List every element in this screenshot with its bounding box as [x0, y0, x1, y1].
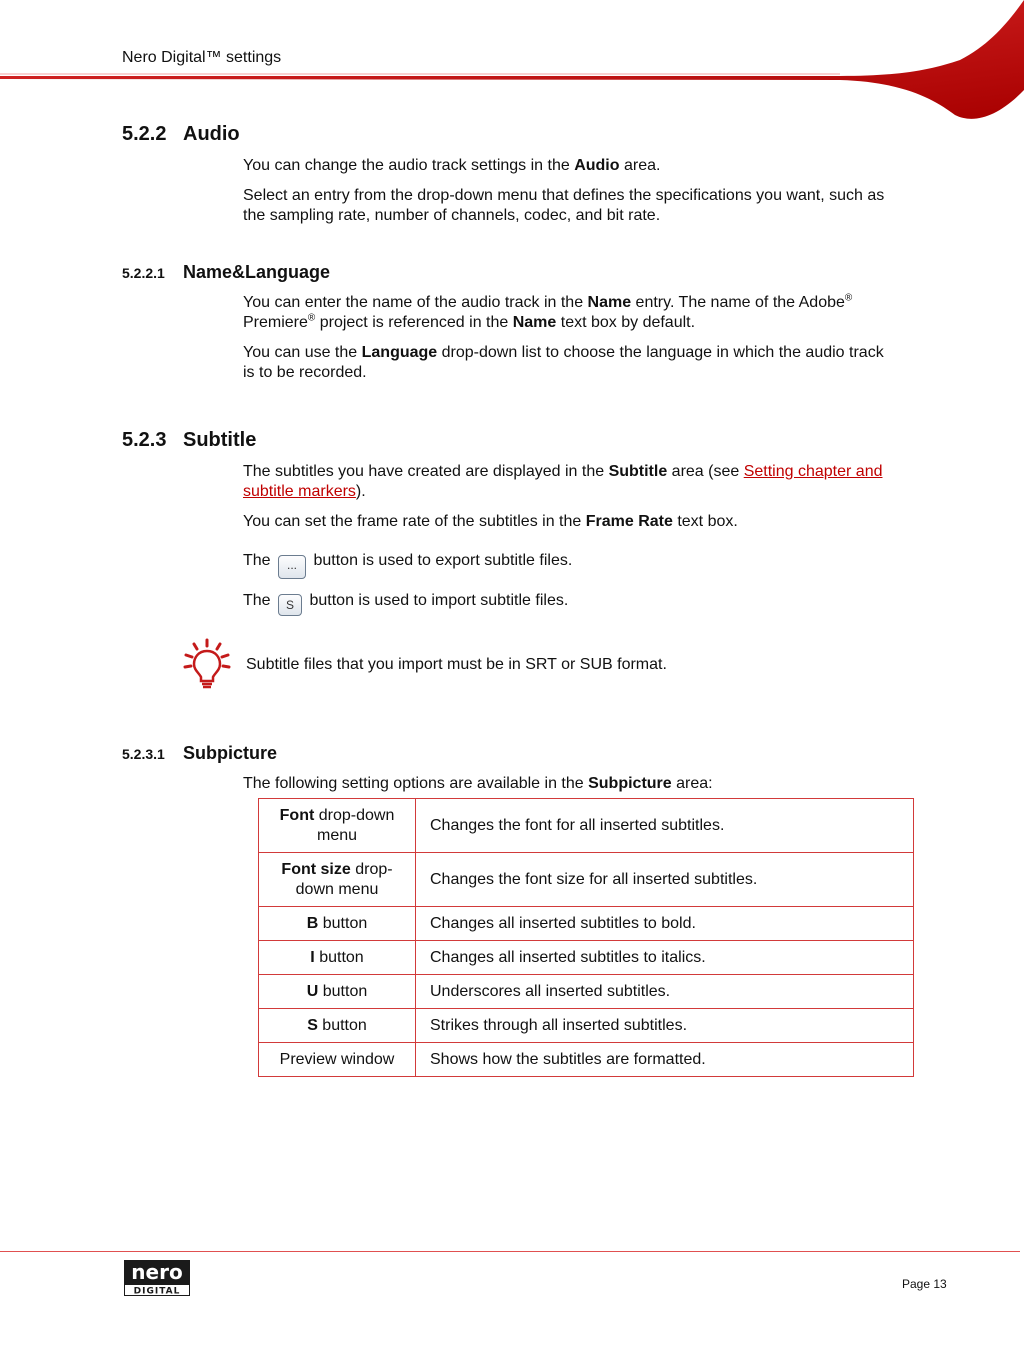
subsection-title: Subpicture — [183, 743, 278, 763]
section-heading-subtitle — [122, 429, 256, 452]
name-language-paragraph-2: You can use the Language drop-down list to choose the language in which the audio track is to be recorded. — [243, 344, 884, 381]
subsection-number: 5.2.2.1 — [122, 265, 165, 281]
option-name-cell: I button — [259, 941, 416, 975]
audio-paragraph-1: You can change the audio track settings in the Audio area. — [243, 157, 661, 174]
option-description-cell: Underscores all inserted subtitles. — [416, 975, 914, 1009]
name-language-paragraph-1: You can enter the name of the audio track in the Name entry. The name of the Adobe® Premiere® project is referenced in the Name text box by default. — [243, 292, 853, 331]
subtitle-paragraph-1: The subtitles you have created are displayed in the Subtitle area (see Setting chapter and subtitle markers). — [243, 463, 883, 500]
subtitle-paragraph-2: You can set the frame rate of the subtitles in the Frame Rate text box. — [243, 513, 738, 530]
option-name-cell: S button — [259, 1009, 416, 1043]
option-description-cell: Changes all inserted subtitles to italics. — [416, 941, 914, 975]
option-description-cell: Changes all inserted subtitles to bold. — [416, 907, 914, 941]
subpicture-intro: The following setting options are available in the Subpicture area: — [243, 775, 713, 792]
table-row — [259, 975, 914, 1009]
table-row — [259, 941, 914, 975]
section-title: Subtitle — [183, 429, 257, 451]
option-name-cell: B button — [259, 907, 416, 941]
logo-text-top: nero — [131, 1260, 183, 1284]
header-swoosh-decoration — [0, 0, 1024, 125]
section-title: Audio — [183, 123, 240, 145]
subsection-heading-name-language — [122, 262, 330, 283]
option-description-cell: Changes the font size for all inserted subtitles. — [416, 853, 914, 907]
option-description-cell: Shows how the subtitles are formatted. — [416, 1043, 914, 1077]
page-number: Page 13 — [902, 1277, 947, 1291]
table-row — [259, 907, 914, 941]
table-row — [259, 1009, 914, 1043]
section-number: 5.2.2 — [122, 123, 167, 145]
subsection-number: 5.2.3.1 — [122, 746, 165, 762]
export-subtitle-icon: ... — [278, 555, 306, 579]
audio-paragraph-2: Select an entry from the drop-down menu that defines the specifications you want, such as the sampling rate, number of channels, codec, and bit rate. — [243, 187, 885, 224]
nero-digital-logo — [124, 1260, 190, 1296]
export-button-line: The ... button is used to export subtitle files. — [243, 545, 943, 579]
option-name-cell: Preview window — [259, 1043, 416, 1077]
section-heading-audio — [122, 123, 240, 146]
footer-divider — [0, 1251, 1020, 1252]
subsection-title: Name&Language — [183, 262, 331, 282]
option-name-cell: Font drop-down menu — [259, 799, 416, 853]
tip-text: Subtitle files that you import must be in SRT or SUB format. — [246, 656, 667, 673]
option-name-cell: Font size drop-down menu — [259, 853, 416, 907]
lightbulb-tip-icon — [182, 638, 232, 690]
import-subtitle-icon: S — [278, 594, 302, 616]
page-header-title: Nero Digital™ settings — [122, 49, 282, 66]
option-description-cell: Strikes through all inserted subtitles. — [416, 1009, 914, 1043]
table-row — [259, 1043, 914, 1077]
option-description-cell: Changes the font for all inserted subtitles. — [416, 799, 914, 853]
table-row — [259, 799, 914, 853]
import-button-line: The S button is used to import subtitle files. — [243, 585, 943, 617]
logo-text-bottom: DIGITAL — [133, 1286, 181, 1296]
table-row — [259, 853, 914, 907]
subpicture-options-table — [258, 798, 914, 1077]
subsection-heading-subpicture — [122, 743, 277, 764]
option-name-cell: U button — [259, 975, 416, 1009]
section-number: 5.2.3 — [122, 429, 167, 451]
setting-chapter-markers-link[interactable]: Setting chapter and subtitle markers — [243, 463, 883, 500]
